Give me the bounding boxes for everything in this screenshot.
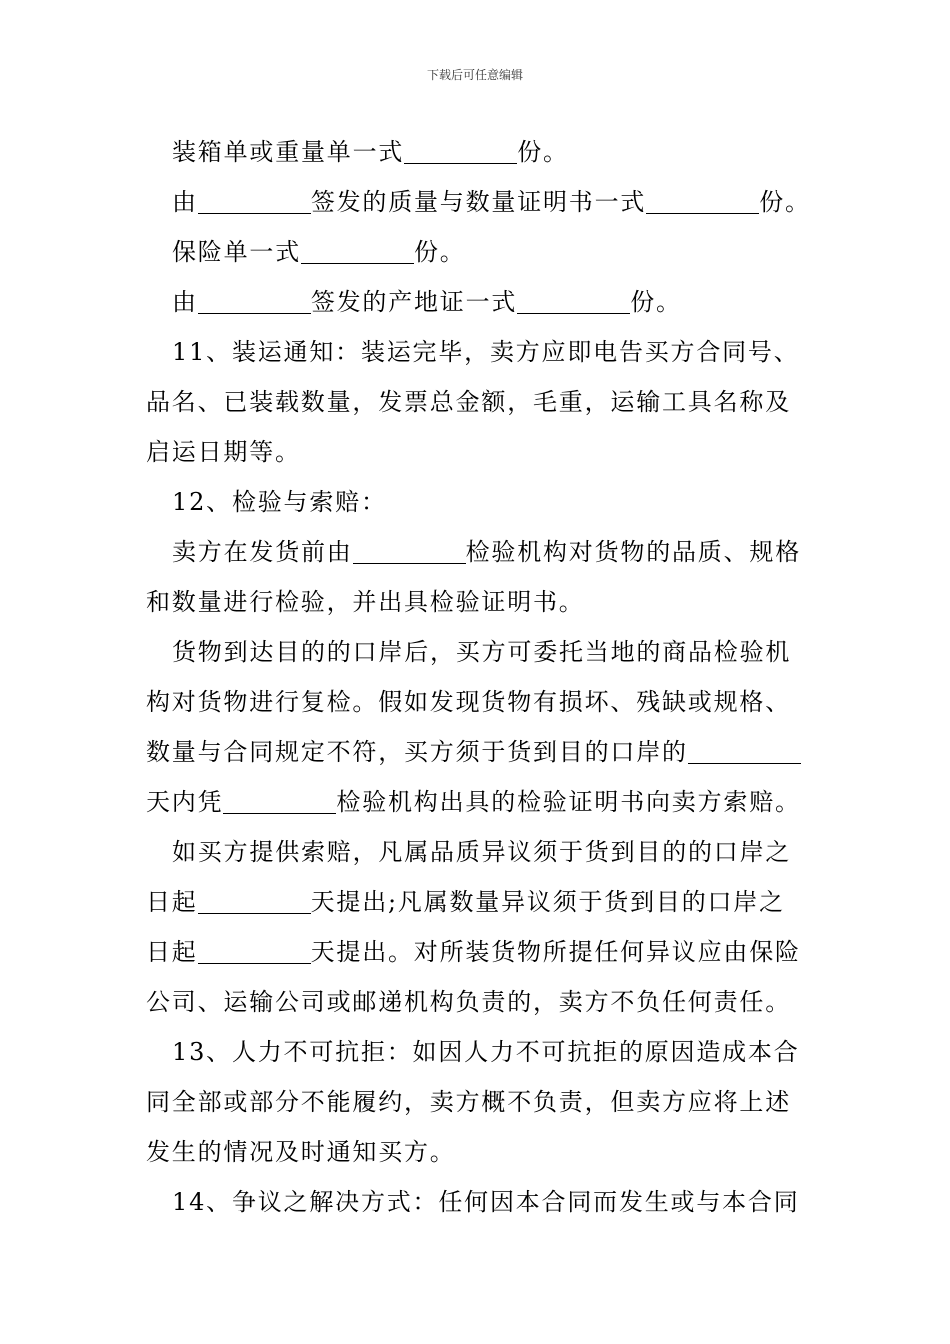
fill-in-blank[interactable] — [198, 183, 311, 214]
text-line — [146, 827, 806, 877]
line-text: 天提出。对所装货物所提任何异议应由保险 — [310, 938, 801, 966]
line-text: 份。 — [630, 288, 682, 316]
text-line — [146, 727, 806, 777]
line-text: 14、争议之解决方式：任何因本合同而发生或与本合同 — [172, 1188, 800, 1216]
fill-in-blank[interactable] — [517, 283, 630, 314]
line-text: 如买方提供索赔，凡属品质异议须于货到目的的口岸之 — [172, 838, 792, 866]
fill-in-blank[interactable] — [223, 783, 336, 814]
line-text: 启运日期等。 — [146, 438, 301, 466]
text-line — [146, 1127, 806, 1177]
text-line — [146, 877, 806, 927]
line-text: 装箱单或重量单一式 — [172, 138, 405, 166]
line-text: 份。 — [414, 238, 466, 266]
line-text: 签发的产地证一式 — [310, 288, 518, 316]
line-text: 由 — [172, 288, 198, 316]
text-line — [146, 177, 811, 227]
line-text: 13、人力不可抗拒：如因人力不可抗拒的原因造成本合 — [172, 1038, 800, 1066]
line-text: 公司、运输公司或邮递机构负责的，卖方不负任何责任。 — [146, 988, 791, 1016]
page-header: 下载后可任意编辑 — [426, 68, 523, 82]
text-line — [146, 1077, 806, 1127]
text-line — [146, 477, 806, 527]
line-text: 品名、已装载数量，发票总金额，毛重，运输工具名称及 — [146, 388, 791, 416]
line-text: 日起 — [146, 938, 198, 966]
text-line — [146, 627, 806, 677]
line-text: 份。 — [759, 188, 811, 216]
fill-in-blank[interactable] — [198, 883, 311, 914]
line-text: 天内凭 — [146, 788, 224, 816]
text-line — [146, 327, 806, 377]
line-text: 天提出;凡属数量异议须于货到目的口岸之 — [310, 888, 785, 916]
line-text: 签发的质量与数量证明书一式 — [310, 188, 647, 216]
text-line — [146, 1027, 806, 1077]
line-text: 日起 — [146, 888, 198, 916]
line-text: 检验机构对货物的品质、规格 — [465, 538, 802, 566]
line-text: 同全部或部分不能履约，卖方概不负责，但卖方应将上述 — [146, 1088, 791, 1116]
text-line — [146, 277, 806, 327]
text-line — [146, 527, 806, 577]
line-text: 11、装运通知：装运完毕，卖方应即电告买方合同号、 — [172, 338, 800, 366]
fill-in-blank[interactable] — [198, 933, 311, 964]
text-line — [146, 377, 806, 427]
fill-in-blank[interactable] — [646, 183, 759, 214]
fill-in-blank[interactable] — [353, 533, 466, 564]
fill-in-blank[interactable] — [301, 233, 414, 264]
line-text: 12、检验与索赔： — [172, 488, 387, 516]
line-text: 和数量进行检验，并出具检验证明书。 — [146, 588, 585, 616]
line-text: 发生的情况及时通知买方。 — [146, 1138, 456, 1166]
line-text: 保险单一式 — [172, 238, 301, 266]
text-line — [146, 227, 806, 277]
line-text: 货物到达目的的口岸后，买方可委托当地的商品检验机 — [172, 638, 792, 666]
line-text: 构对货物进行复检。假如发现货物有损坏、残缺或规格、 — [146, 688, 791, 716]
text-line — [146, 577, 806, 627]
line-text: 份。 — [517, 138, 569, 166]
text-line — [146, 927, 806, 977]
fill-in-blank[interactable] — [198, 283, 311, 314]
text-line — [146, 427, 806, 477]
fill-in-blank[interactable] — [688, 733, 801, 764]
document-body — [146, 127, 811, 1227]
text-line — [146, 977, 806, 1027]
text-line — [146, 127, 806, 177]
text-line — [146, 677, 806, 727]
line-text: 卖方在发货前由 — [172, 538, 353, 566]
text-line — [146, 1177, 806, 1227]
text-line — [146, 777, 806, 827]
line-text: 数量与合同规定不符，买方须于货到目的口岸的 — [146, 738, 688, 766]
fill-in-blank[interactable] — [404, 133, 517, 164]
line-text: 检验机构出具的检验证明书向卖方索赔。 — [336, 788, 801, 816]
line-text: 由 — [172, 188, 198, 216]
